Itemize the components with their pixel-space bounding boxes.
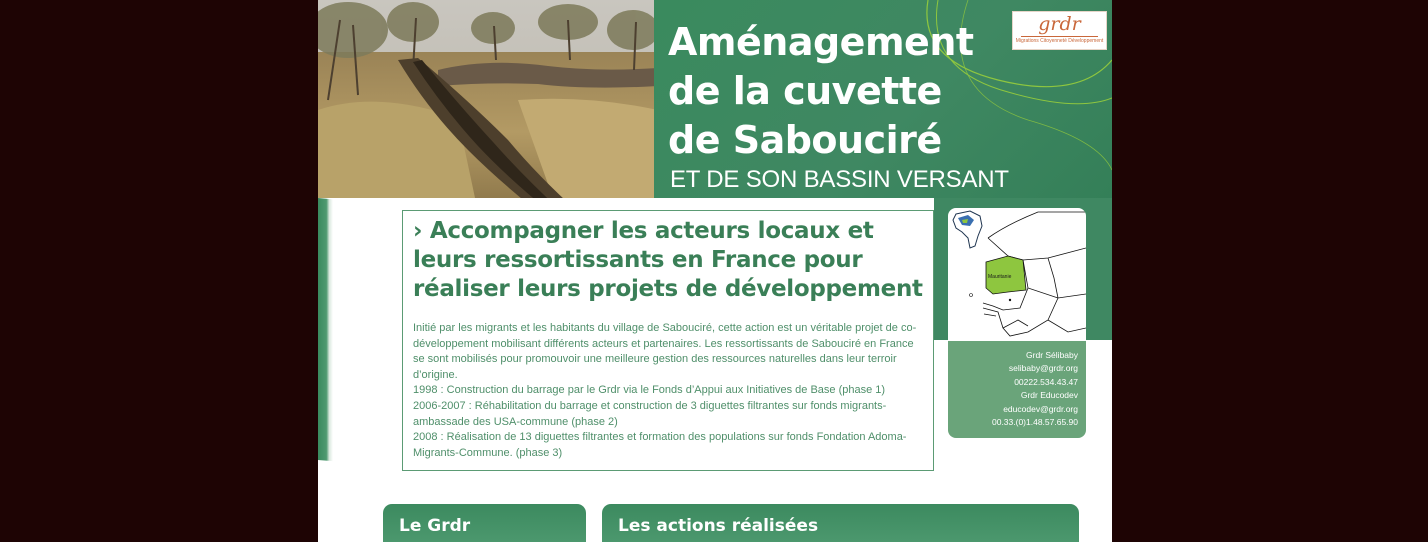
lead-line: leurs ressortissants en France pour — [413, 247, 863, 273]
logo-rule — [1021, 36, 1098, 37]
tab-le-grdr[interactable]: Le Grdr — [383, 504, 586, 542]
contact-email[interactable]: selibaby@grdr.org — [1008, 363, 1078, 374]
title-line: de Sabouciré — [668, 118, 942, 162]
contact-office: Grdr Sélibaby — [1026, 350, 1078, 360]
landscape-photo — [318, 0, 658, 212]
intro-paragraph: Initié par les migrants et les habitants du village de Sabouciré, cette action est un véritable projet de co-développement mobilisant différents acteurs et partenaires. Les ressortissants de Sabouciré en France se sont mobilisés pour promouvoir une meilleure gestion des ressources naturelles dans leur terroir d’origine. — [413, 322, 917, 381]
phase-2-paragraph: 2006-2007 : Réhabilitation du barrage et construction de 3 diguettes filtrantes sur fonds migrants-ambassade des USA-commune (phase 2) — [413, 399, 887, 428]
lead-line: › Accompagner les acteurs locaux et — [413, 218, 874, 244]
contact-phone: 00222.534.43.47 — [1014, 376, 1078, 387]
logo-word: grdr — [1038, 13, 1081, 35]
contact-phone: 00.33.(0)1.48.57.65.90 — [991, 417, 1078, 428]
contact-email[interactable]: educodev@grdr.org — [1003, 403, 1078, 414]
grdr-logo — [1012, 11, 1107, 50]
brochure-page — [318, 0, 1112, 542]
body-text — [413, 321, 925, 461]
map-country-label: Mauritanie — [988, 274, 1012, 280]
phase-1-paragraph: 1998 : Construction du barrage par le Grdr via le Fonds d’Appui aux Initiatives de Base (phase 1) — [413, 384, 886, 397]
contact-office: Grdr Educodev — [1020, 390, 1078, 401]
lead-heading — [413, 217, 925, 304]
tab-actions-realisees[interactable]: Les actions réalisées — [602, 504, 1079, 542]
logo-tagline: Migrations Citoyenneté Développement — [1015, 38, 1104, 44]
title-line: Aménagement — [668, 20, 974, 64]
title-line: de la cuvette — [668, 69, 942, 113]
phase-3-paragraph: 2008 : Réalisation de 13 diguettes filtrantes et formation des populations sur fonds Fondation Adoma-Migrants-Commune. (phase 3) — [413, 431, 907, 459]
contact-block — [992, 349, 1078, 429]
content-box — [402, 210, 934, 471]
map-card — [948, 208, 1086, 438]
page-title — [668, 18, 974, 165]
location-map — [948, 208, 1086, 341]
page-subtitle: ET DE SON BASSIN VERSANT — [670, 166, 1009, 193]
lead-line: réaliser leurs projets de développement — [413, 276, 923, 302]
